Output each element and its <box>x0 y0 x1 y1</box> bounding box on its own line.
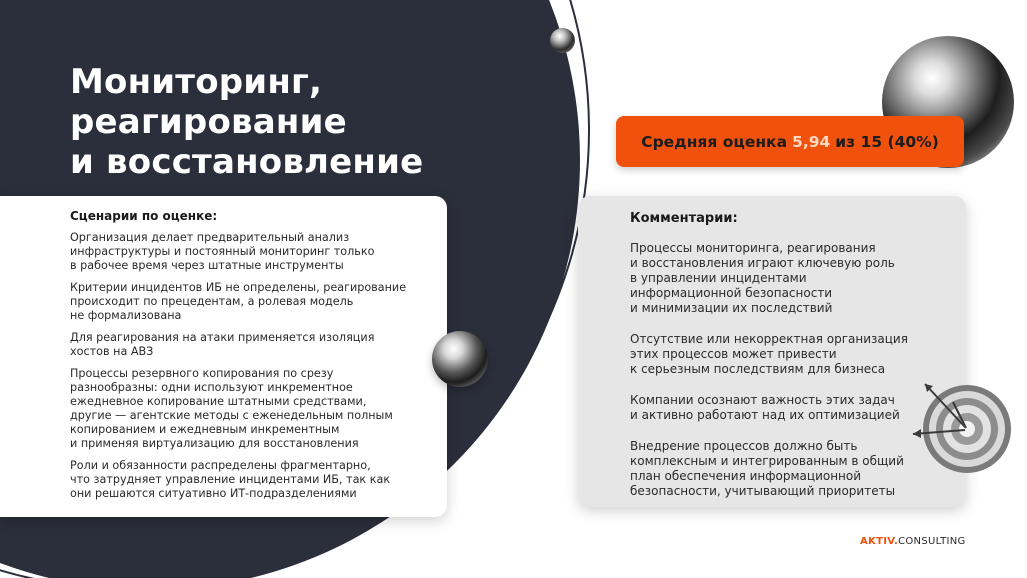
comment-item: Отсутствие или некорректная организация этих процессов может привести к серьезным последствиям для бизнеса <box>630 332 908 376</box>
comments-list <box>630 241 930 515</box>
scenarios-list <box>70 231 442 509</box>
scenario-item: Организация делает предварительный анализ инфраструктуры и постоянный мониторинг только в рабочее время через штатные инструменты <box>70 231 375 272</box>
brand-part-2: CONSULTING <box>898 536 966 547</box>
scenario-item: Критерии инцидентов ИБ не определены, реагирование происходит по прецедентам, а ролевая модель не формализована <box>70 281 407 322</box>
middle-sphere-icon <box>432 331 488 387</box>
title-line-3: и восстановление <box>70 142 424 182</box>
comment-item: Компании осознают важность этих задач и активно работают над их оптимизацией <box>630 393 900 422</box>
score-max: из 15 (40%) <box>835 132 939 151</box>
brand-logo <box>860 536 966 547</box>
comment-item: Процессы мониторинга, реагирования и восстановления играют ключевую роль в управлении инцидентами информационной безопасности и минимизации их последствий <box>630 241 895 315</box>
scenarios-title: Сценарии по оценке: <box>70 209 218 223</box>
slide-title <box>70 62 423 182</box>
target-arrows-icon <box>905 374 1015 484</box>
comment-item: Внедрение процессов должно быть комплексным и интегрированным в общий план обеспечения информационной безопасности, учитывающий приоритеты <box>630 439 904 498</box>
score-value: 5,94 <box>792 132 831 151</box>
scenario-item: Для реагирования на атаки применяется изоляция хостов на АВЗ <box>70 331 375 358</box>
title-line-1: Мониторинг, <box>70 62 323 102</box>
brand-part-1: AKTIV. <box>860 536 899 547</box>
score-label: Средняя оценка <box>641 132 788 151</box>
scenario-item: Роли и обязанности распределены фрагментарно, что затрудняет управление инцидентами ИБ, так как они решаются ситуативно ИТ-подразделениями <box>70 459 391 500</box>
title-line-2: реагирование <box>70 102 347 142</box>
comments-title: Комментарии: <box>630 211 738 226</box>
scenario-item: Процессы резервного копирования по срезу разнообразны: одни используют инкрементное ежедневное копирование штатными средствами, другие — агентские методы с еженедельным полным копированием и ежедневным инкрементным и применяя виртуализацию для восстановления <box>70 367 393 450</box>
small-sphere-icon <box>550 28 575 53</box>
average-score-badge <box>616 116 964 167</box>
